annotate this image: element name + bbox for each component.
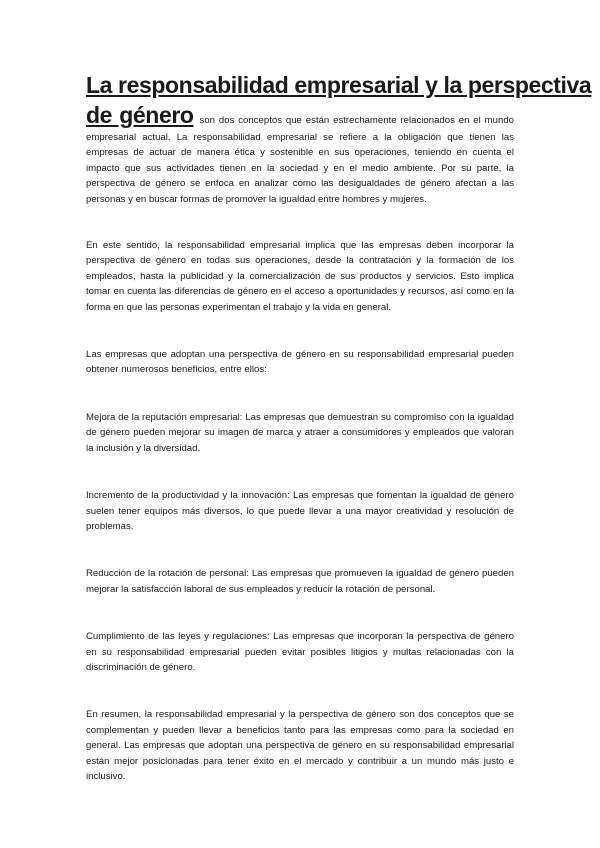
- intro-text: son dos conceptos que están estrechamente relacionados en el mundo empresarial actual. La responsabilidad empresarial se refiere a la obligación que tienen las empresas de actuar de manera ética y sostenible en sus operaciones, teniendo en cuenta el impacto que sus actividades tienen en la sociedad y en el medio ambiente. Por su parte, la perspectiva de género se enfoca en analizar cómo las desigualdades de género afectan a las personas y en buscar formas de promover la igualdad entre hombres y mujeres.: [86, 115, 514, 205]
- paragraph-beneficios-intro: Las empresas que adoptan una perspectiva de género en su responsabilidad empresarial pueden obtener numerosos beneficios, entre ellos:: [86, 349, 514, 376]
- intro-paragraph: [86, 100, 514, 207]
- document-body: [86, 70, 592, 784]
- paragraph-sentido: En este sentido, la responsabilidad empresarial implica que las empresas deben incorporar la perspectiva de género en todas sus operaciones, desde la contratación y la formación de los empleados, hasta la publicidad y la comercialización de sus productos y servicios. Esto implica tomar en cuenta las diferencias de género en el acceso a oportunidades y recursos, así como en la forma en que las personas experimentan el trabajo y la vida en general.: [86, 240, 514, 313]
- paragraph-rotacion: Reducción de la rotación de personal: Las empresas que promueven la igualdad de género pueden mejorar la satisfacción laboral de sus empleados y reducir la rotación de personal.: [86, 568, 514, 595]
- document-title-line-1: La responsabilidad empresarial y la perspectiva: [86, 72, 592, 98]
- paragraph-reputacion: Mejora de la reputación empresarial: Las empresas que demuestran su compromiso con la igualdad de género pueden mejorar su imagen de marca y atraer a consumidores y empleados que valoran la inclusión y la diversidad.: [86, 411, 514, 454]
- paragraph-productividad: Incremento de la productividad y la innovación: Las empresas que fomentan la igualdad de género suelen tener equipos más diversos, lo que puede llevar a una mayor creatividad y resolución de problemas.: [86, 490, 514, 532]
- document-title-line-2: de género: [86, 102, 194, 128]
- paragraph-resumen: En resumen, la responsabilidad empresarial y la perspectiva de género son dos conceptos que se complementan y pueden llevar a beneficios tanto para las empresas como para la sociedad en general. Las empresas que adoptan una perspectiva de género en su responsabilidad empresarial están mejor posicionadas para tener éxito en el mercado y contribuir a un mundo más justo e inclusivo.: [86, 709, 514, 782]
- paragraph-cumplimiento: Cumplimiento de las leyes y regulaciones: Las empresas que incorporan la perspectiva de género en su responsabilidad empresarial pueden evitar posibles litigios y multas relacionadas con la discriminación de género.: [86, 631, 514, 673]
